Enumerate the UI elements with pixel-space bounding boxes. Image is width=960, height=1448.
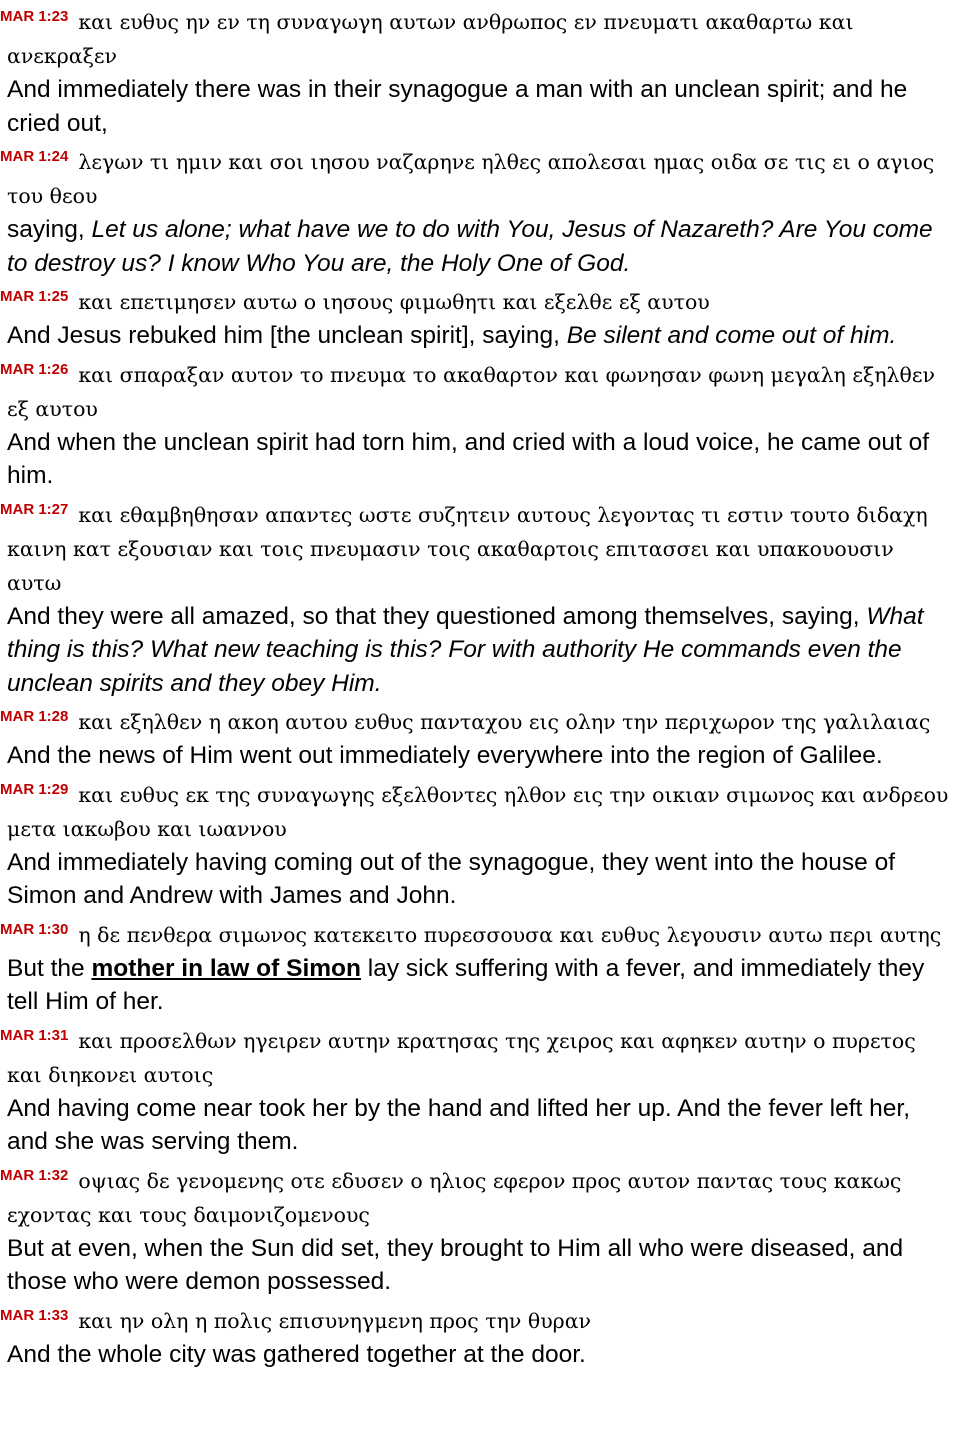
greek-text: και επετιμησεν αυτω ο ιησους φιμωθητι και εξελθε εξ αυτου	[78, 290, 710, 314]
verse-reference: MAR 1:31	[0, 1026, 69, 1044]
verse-block	[0, 0, 953, 140]
verse-reference: MAR 1:24	[0, 148, 69, 165]
verse-block	[0, 280, 953, 353]
greek-line	[0, 700, 953, 739]
verse-block	[0, 140, 953, 280]
verse-block	[0, 700, 953, 773]
greek-text: και προσελθων ηγειρεν αυτην κρατησας της χειρος και αφηκεν αυτην ο πυρετος και διηκονει αυτοις	[7, 1028, 916, 1087]
greek-text: και ευθυς εκ της συναγωγης εξελθοντες ηλθον εις την οικιαν σιμωνος και ανδρεου μετα ιακωβου και ιωαννου	[7, 782, 949, 841]
english-translation	[7, 1092, 953, 1159]
quoted-speech: Let us alone; what have we to do with You, Jesus of Nazareth? Are You come to destroy us? I know Who You are, the Holy One of God.	[7, 216, 933, 277]
verse-block	[0, 1159, 953, 1299]
translation-text: And when the unclean spirit had torn him, and cried with a loud voice, he came out of him.	[7, 428, 930, 489]
translation-text: And having come near took her by the hand and lifted her up. And the fever left her, and she was serving them.	[7, 1094, 911, 1155]
verse-block	[0, 1019, 953, 1159]
verse-block	[0, 353, 953, 493]
english-translation	[7, 952, 953, 1019]
verse-block	[0, 773, 953, 913]
english-translation	[7, 1338, 953, 1372]
verse-reference: MAR 1:25	[0, 288, 69, 305]
quoted-speech: What thing is this? What new teaching is this? For with authority He commands even the unclean spirits and they obey Him.	[7, 602, 924, 697]
greek-text: λεγων τι ημιν και σοι ιησου ναζαρηνε ηλθες απολεσαι ημας οιδα σε τις ει ο αγιος του θεου	[7, 150, 935, 208]
translation-text: saying,	[7, 216, 92, 243]
greek-line	[0, 0, 953, 73]
translation-text: And immediately having coming out of the synagogue, they went into the house of Simon and Andrew with James and John.	[7, 848, 896, 909]
translation-text: lay sick suffering with a fever, and immediately they tell Him of her.	[7, 954, 925, 1015]
quoted-speech: Be silent and come out of him.	[566, 322, 897, 349]
greek-text: και εξηλθεν η ακοη αυτου ευθυς πανταχου εις ολην την περιχωρον της γαλιλαιας	[78, 710, 931, 734]
english-translation	[7, 1232, 953, 1299]
verse-reference: MAR 1:32	[0, 1166, 69, 1184]
verse-reference: MAR 1:26	[0, 360, 69, 378]
verse-block	[0, 1299, 953, 1372]
greek-line	[0, 1299, 953, 1338]
verse-reference: MAR 1:30	[0, 920, 69, 938]
greek-text: οψιας δε γενομενης οτε εδυσεν ο ηλιος εφερον προς αυτον παντας τους κακως εχοντας και τους δαιμονιζομενους	[7, 1168, 902, 1227]
greek-text: και εθαμβηθησαν απαντες ωστε συζητειν αυτους λεγοντας τι εστιν τουτο διδαχη καινη κατ εξουσιαν και τοις πνευμασιν τοις ακαθαρτοις επιτασσει και υπακουουσιν αυτω	[7, 502, 928, 595]
greek-text: και ην ολη η πολις επισυνηγμενη προς την θυραν	[78, 1308, 592, 1333]
english-translation	[7, 213, 953, 280]
translation-text: And the whole city was gathered together at the door.	[7, 1340, 586, 1368]
translation-text: But the	[7, 954, 92, 982]
greek-line	[0, 773, 953, 846]
verse-reference: MAR 1:33	[0, 1306, 69, 1324]
emphasized-phrase: mother in law of Simon	[91, 954, 361, 982]
english-translation	[7, 600, 953, 701]
english-translation	[7, 426, 953, 493]
greek-line	[0, 1159, 953, 1232]
translation-text: And Jesus rebuked him [the unclean spirit], saying,	[7, 322, 567, 349]
translation-text: And they were all amazed, so that they questioned among themselves, saying,	[7, 602, 867, 630]
verse-reference: MAR 1:27	[0, 500, 69, 518]
verse-block	[0, 493, 953, 701]
verse-block	[0, 913, 953, 1019]
translation-text: And the news of Him went out immediately everywhere into the region of Galilee.	[7, 742, 883, 769]
english-translation	[7, 846, 953, 913]
greek-line	[0, 1019, 953, 1092]
greek-line	[0, 140, 953, 213]
greek-line	[0, 913, 953, 952]
english-translation	[7, 739, 953, 773]
greek-line	[0, 353, 953, 426]
verse-reference: MAR 1:29	[0, 780, 69, 798]
english-translation	[7, 319, 953, 353]
greek-text: η δε πενθερα σιμωνος κατεκειτο πυρεσσουσα και ευθυς λεγουσιν αυτω περι αυτης	[78, 922, 942, 947]
greek-line	[0, 280, 953, 319]
translation-text: But at even, when the Sun did set, they brought to Him all who were diseased, and those who were demon possessed.	[7, 1234, 904, 1295]
greek-line	[0, 493, 953, 600]
english-translation	[7, 73, 953, 140]
verse-reference: MAR 1:28	[0, 708, 69, 725]
greek-text: και ευθυς ην εν τη συναγωγη αυτων ανθρωπος εν πνευματι ακαθαρτω και ανεκραξεν	[7, 10, 854, 68]
verse-reference: MAR 1:23	[0, 8, 69, 25]
greek-text: και σπαραξαν αυτον το πνευμα το ακαθαρτον και φωνησαν φωνη μεγαλη εξηλθεν εξ αυτου	[7, 362, 935, 421]
translation-text: And immediately there was in their synagogue a man with an unclean spirit; and he cried out,	[7, 76, 908, 137]
